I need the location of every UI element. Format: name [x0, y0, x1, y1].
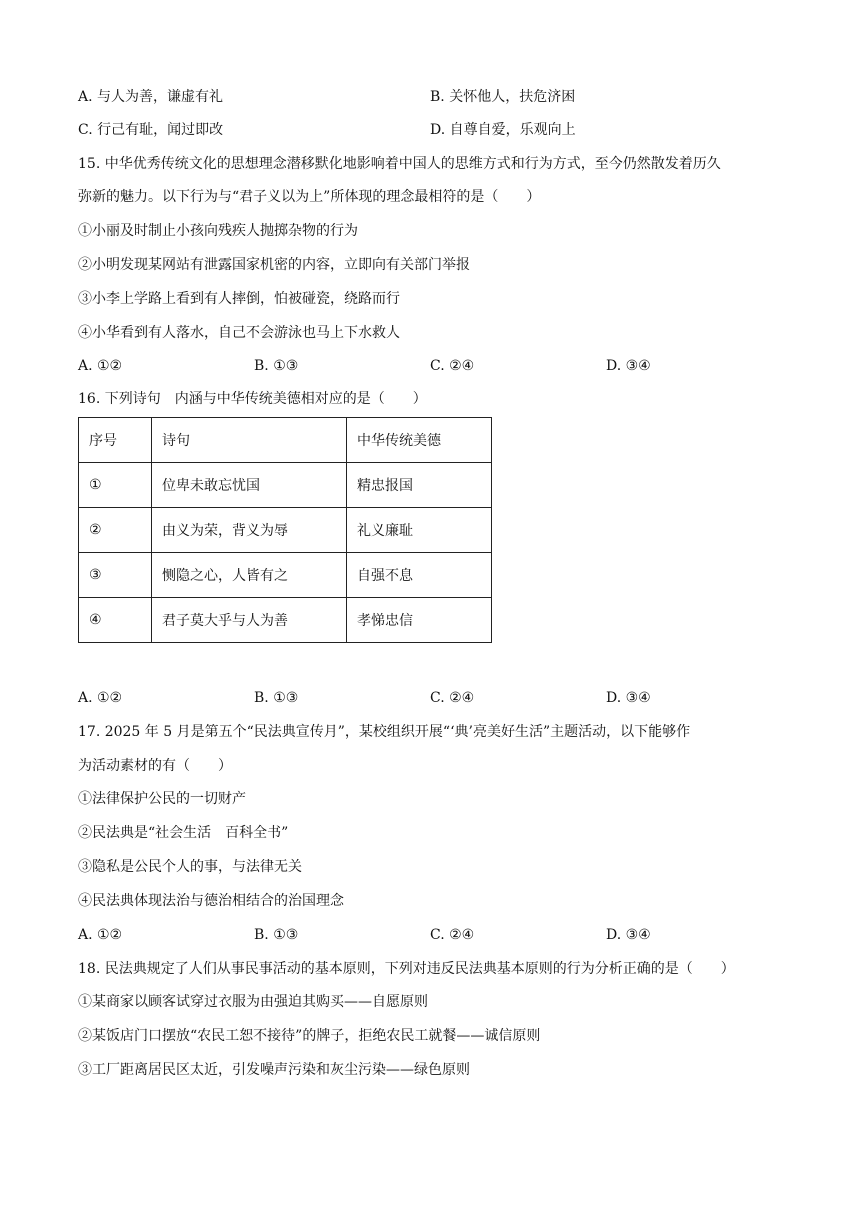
table-cell: 位卑未敢忘忧国 — [152, 463, 347, 508]
q16-option-d: D. ③④ — [606, 690, 651, 706]
table-row — [79, 508, 492, 553]
q17-stem-line2: 为活动素材的有（ ） — [78, 758, 232, 774]
q15-option-b: B. ①③ — [254, 358, 299, 374]
table-cell: 君子莫大乎与人为善 — [152, 598, 347, 643]
table-cell: 自强不息 — [347, 553, 492, 598]
table-header-cell: 序号 — [79, 418, 152, 463]
q15-stem-line1: 15. 中华优秀传统文化的思想理念潜移默化地影响着中国人的思维方式和行为方式，至今仍然散发着历久 — [78, 156, 721, 172]
q17-item-1: ①法律保护公民的一切财产 — [78, 791, 246, 807]
q18-stem: 18. 民法典规定了人们从事民事活动的基本原则，下列对违反民法典基本原则的行为分析正确的是（ ） — [78, 961, 735, 977]
q18-item-2: ②某饭店门口摆放“农民工恕不接待”的牌子，拒绝农民工就餐——诚信原则 — [78, 1028, 541, 1044]
q14-option-c: C. 行己有耻，闻过即改 — [78, 122, 224, 138]
table-row — [79, 463, 492, 508]
q16-stem: 16. 下列诗句 内涵与中华传统美德相对应的是（ ） — [78, 391, 427, 407]
q15-option-c: C. ②④ — [430, 358, 475, 374]
q14-option-a: A. 与人为善，谦虚有礼 — [78, 89, 224, 105]
q17-option-a: A. ①② — [78, 927, 123, 943]
q14-option-d: D. 自尊自爱，乐观向上 — [430, 122, 576, 138]
q15-item-2: ②小明发现某网站有泄露国家机密的内容，立即向有关部门举报 — [78, 257, 470, 273]
q15-option-d: D. ③④ — [606, 358, 651, 374]
q15-item-1: ①小丽及时制止小孩向残疾人抛掷杂物的行为 — [78, 223, 358, 239]
q17-option-c: C. ②④ — [430, 927, 475, 943]
q15-option-a: A. ①② — [78, 358, 123, 374]
table-cell: ② — [79, 508, 152, 553]
q17-item-4: ④民法典体现法治与德治相结合的治国理念 — [78, 893, 344, 909]
table-cell: ① — [79, 463, 152, 508]
q16-option-a: A. ①② — [78, 690, 123, 706]
table-row — [79, 553, 492, 598]
q16-option-c: C. ②④ — [430, 690, 475, 706]
table-header-row — [79, 418, 492, 463]
table-cell: 礼义廉耻 — [347, 508, 492, 553]
table-cell: 由义为荣，背义为辱 — [152, 508, 347, 553]
table-cell: 恻隐之心，人皆有之 — [152, 553, 347, 598]
q15-stem-line2: 弥新的魅力。以下行为与“君子义以为上”所体现的理念最相符的是（ ） — [78, 189, 541, 205]
table-cell: ③ — [79, 553, 152, 598]
table-header-cell: 中华传统美德 — [347, 418, 492, 463]
q17-option-d: D. ③④ — [606, 927, 651, 943]
table-row — [79, 598, 492, 643]
q15-item-4: ④小华看到有人落水，自己不会游泳也马上下水救人 — [78, 325, 400, 341]
q15-item-3: ③小李上学路上看到有人摔倒，怕被碰瓷，绕路而行 — [78, 291, 400, 307]
table-cell: ④ — [79, 598, 152, 643]
q17-option-b: B. ①③ — [254, 927, 299, 943]
q17-item-3: ③隐私是公民个人的事，与法律无关 — [78, 859, 302, 875]
table-cell: 孝悌忠信 — [347, 598, 492, 643]
q18-item-3: ③工厂距离居民区太近，引发噪声污染和灰尘污染——绿色原则 — [78, 1062, 470, 1078]
table-cell: 精忠报国 — [347, 463, 492, 508]
q16-table — [78, 417, 492, 643]
table-header-cell: 诗句 — [152, 418, 347, 463]
q14-option-b: B. 关怀他人，扶危济困 — [430, 89, 576, 105]
q17-item-2: ②民法典是“社会生活 百科全书” — [78, 825, 289, 841]
q17-stem-line1: 17. 2025 年 5 月是第五个“民法典宣传月”，某校组织开展“‘典’亮美好生活”主题活动，以下能够作 — [78, 724, 691, 740]
q16-option-b: B. ①③ — [254, 690, 299, 706]
q18-item-1: ①某商家以顾客试穿过衣服为由强迫其购买——自愿原则 — [78, 994, 428, 1010]
